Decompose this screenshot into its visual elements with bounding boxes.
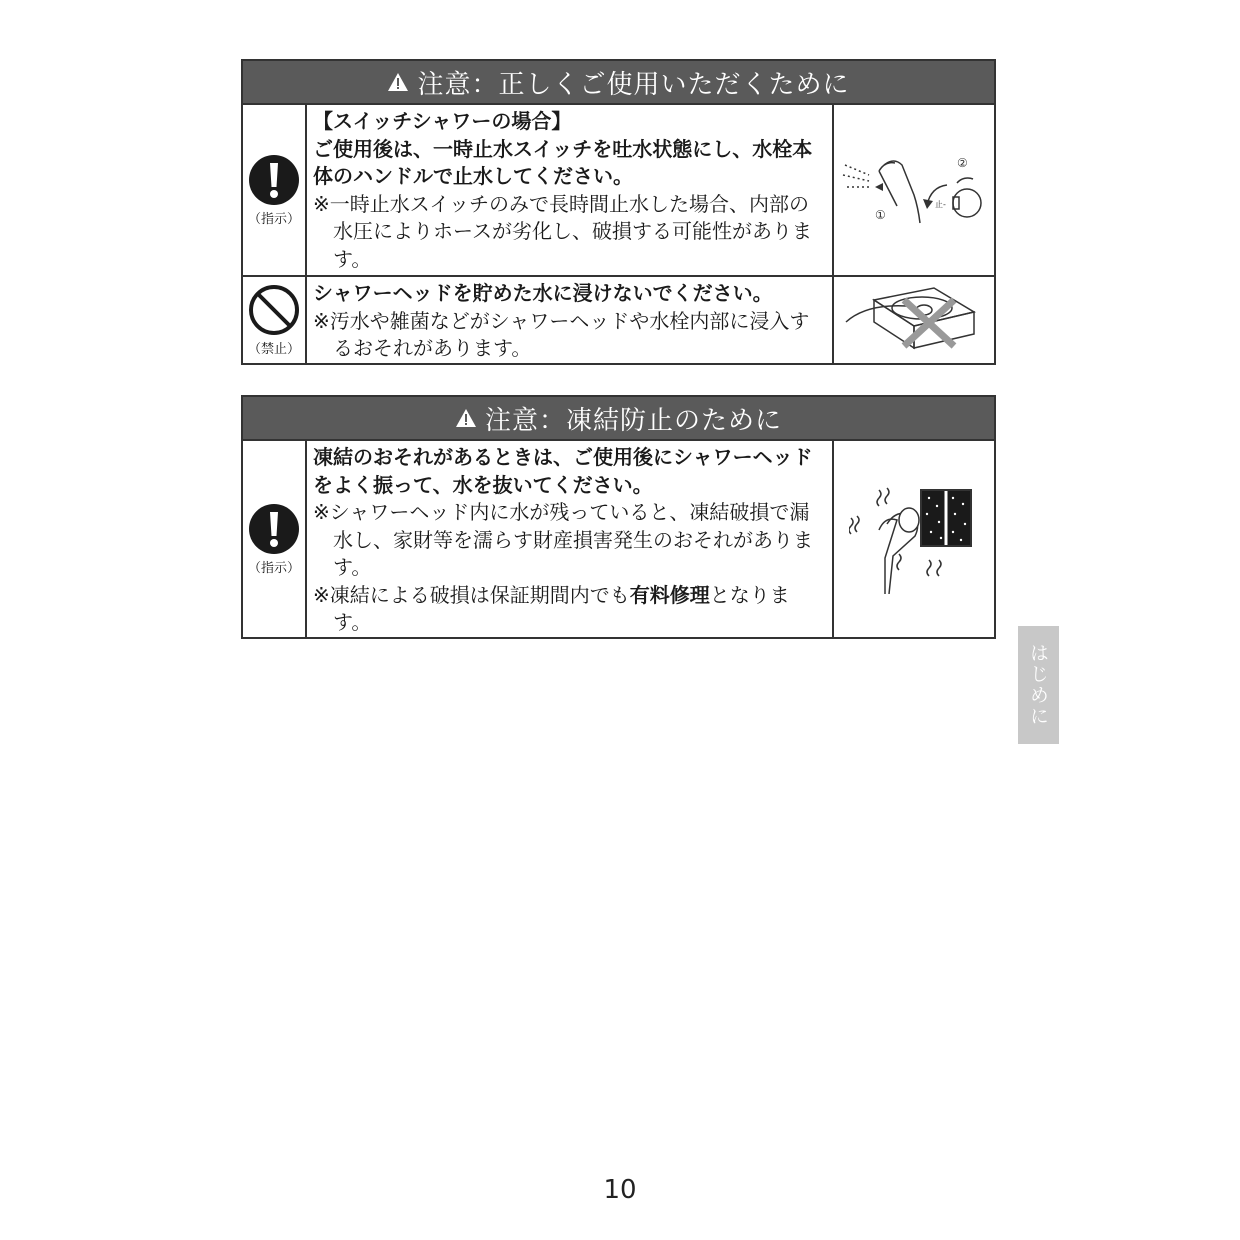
row-heading: 【スイッチシャワーの場合】 [313,109,572,133]
caution-box-proper-use [241,59,996,365]
instruction-text [307,105,834,275]
caution-title: 注意：凍結防止のために [484,405,782,436]
row-note-warranty [313,582,824,637]
instruction-text [307,441,834,637]
row-note: ※汚水や雑菌などがシャワーヘッドや水栓内部に浸入するおそれがあります。 [313,308,810,360]
row-note: ※シャワーヘッド内に水が残っていると、凍結破損で漏水し、家財等を濡らす財産損害発生のおそれがあります。 [313,500,813,579]
exclamation-icon [248,503,300,555]
warning-triangle-icon [387,72,409,92]
icon-caption: （指示） [247,211,300,227]
exclamation-icon [248,154,300,206]
caution-header [243,61,994,105]
basin-immersion-illustration [844,282,984,358]
warning-triangle-icon [455,408,477,428]
paid-repair-text: 有料修理 [629,582,710,607]
prohibition-icon [248,284,300,336]
warranty-text-end: となります。 [333,582,790,634]
row-main-text: ご使用後は、一時止水スイッチを吐水状態にし、水栓本体のハンドルで止水してください。 [313,136,813,188]
step2-label: ② [957,156,968,170]
page-number: 10 [603,1175,637,1205]
frozen-shower-illustration [849,484,979,594]
prohibition-row [243,277,994,363]
prohibition-text [307,277,834,363]
caution-box-freeze-prevention [241,395,996,639]
icon-caption: （指示） [247,560,300,576]
instruction-row [243,105,994,277]
side-tab-introduction: はじめに [1018,626,1059,744]
caution-header [243,397,994,441]
icon-caption: （禁止） [247,341,300,357]
instruction-row [243,441,994,637]
shower-switch-illustration [839,145,989,235]
step1-label: ① [875,208,886,222]
row-note: ※一時止水スイッチのみで長時間止水した場合、内部の水圧によりホースが劣化し、破損する可能性があります。 [313,191,812,271]
row-main-text: 凍結のおそれがあるときは、ご使用後にシャワーヘッドをよく振って、水を抜いてください。 [313,445,813,497]
caution-title: 注意：正しくご使用いただくために [417,69,850,100]
row-main-text: シャワーヘッドを貯めた水に浸けないでください。 [313,281,773,305]
stop-label: 止- [935,200,946,209]
warranty-text: ※凍結による破損は保証期間内でも [313,582,630,607]
